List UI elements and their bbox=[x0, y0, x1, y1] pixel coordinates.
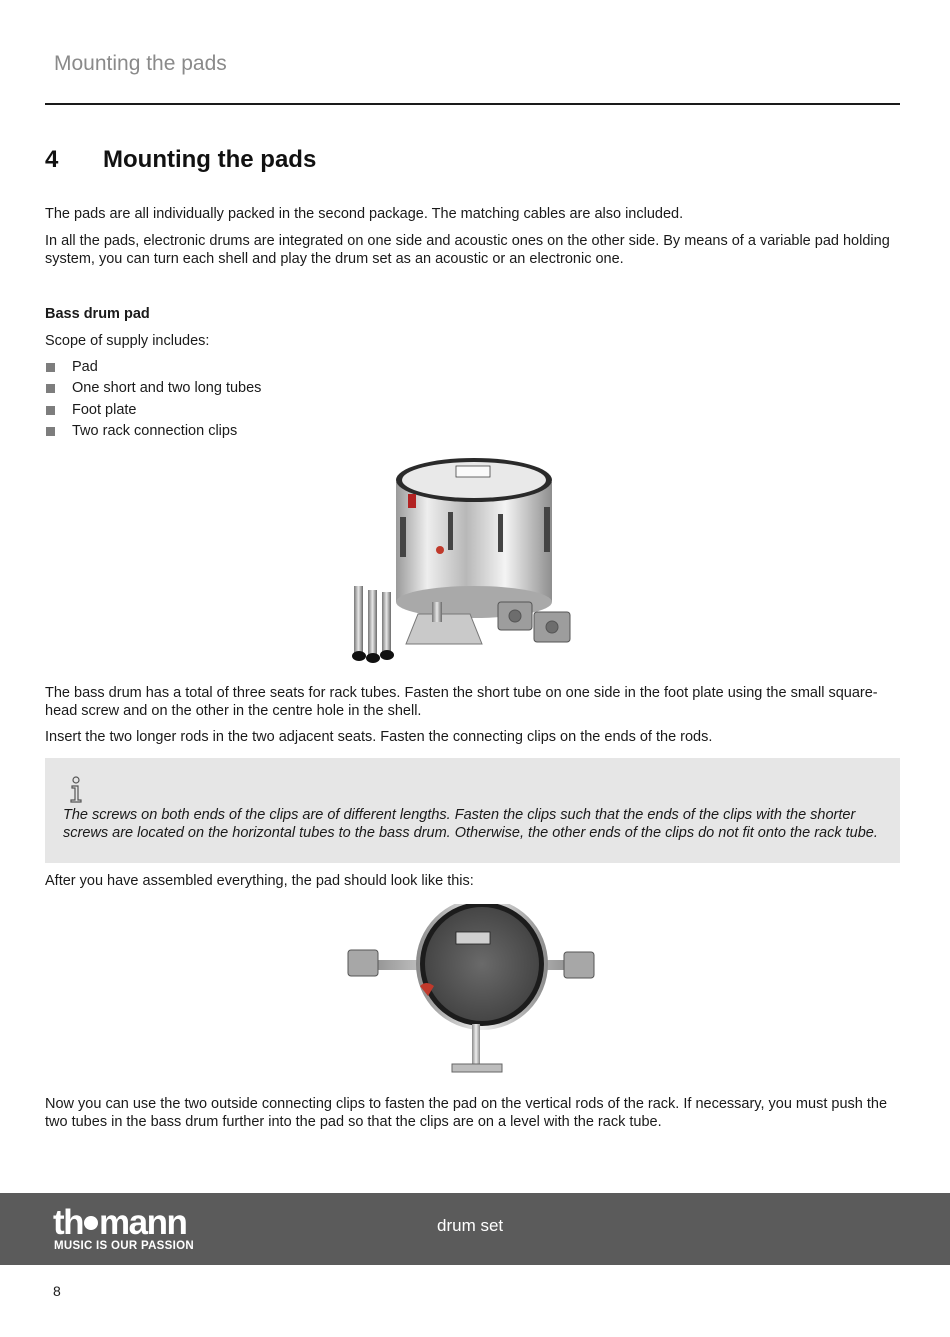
info-icon bbox=[67, 776, 85, 804]
thomann-logo: th mann bbox=[53, 1203, 187, 1242]
scope-label: Scope of supply includes: bbox=[45, 333, 210, 349]
info-note-box bbox=[45, 758, 900, 863]
list-item: Foot plate bbox=[45, 402, 261, 423]
bass-drum-parts-photo bbox=[348, 452, 588, 672]
bullet-square-icon bbox=[46, 384, 55, 393]
intro-paragraph-2: In all the pads, electronic drums are integrated on one side and acoustic ones on the other side. By means of a variable pad holding system, you can turn each shell and play the drum set as an acoustic or an electronic one. bbox=[45, 233, 890, 267]
assembled-pad-photo bbox=[344, 904, 598, 1084]
note-text: The screws on both ends of the clips are of different lengths. Fasten the clips such that the ends of the clips with the shorter screws are located on the horizontal tubes to the bass drum. Otherwise, the other ends of the clips do not fit onto the rack tube. bbox=[63, 807, 878, 841]
list-item: One short and two long tubes bbox=[45, 380, 261, 401]
bullet-square-icon bbox=[46, 406, 55, 415]
assembly-paragraph-1: The bass drum has a total of three seats for rack tubes. Fasten the short tube on one side in the foot plate using the small square-head screw and on the other in the centre hole in the shell. bbox=[45, 685, 878, 719]
page-number: 8 bbox=[53, 1283, 61, 1299]
header-rule bbox=[45, 103, 900, 105]
bullet-square-icon bbox=[46, 427, 55, 436]
list-item: Pad bbox=[45, 359, 261, 380]
running-header-title: Mounting the pads bbox=[54, 52, 227, 75]
logo-tagline: MUSIC IS OUR PASSION bbox=[54, 1240, 194, 1252]
bullet-square-icon bbox=[46, 363, 55, 372]
logo-dot-icon bbox=[84, 1216, 98, 1230]
chapter-heading bbox=[45, 146, 316, 174]
chapter-number: 4 bbox=[45, 146, 59, 173]
assembly-paragraph-2: Insert the two longer rods in the two adjacent seats. Fasten the connecting clips on the ends of the rods. bbox=[45, 729, 713, 745]
final-paragraph: Now you can use the two outside connecting clips to fasten the pad on the vertical rods of the rack. If necessary, you must push the two tubes in the bass drum further into the pad so that the clips are on a level with the rack tube. bbox=[45, 1096, 888, 1130]
section-heading: Bass drum pad bbox=[45, 306, 150, 322]
list-item: Two rack connection clips bbox=[45, 423, 261, 444]
footer-product-name: drum set bbox=[437, 1216, 504, 1235]
chapter-title: Mounting the pads bbox=[103, 146, 317, 173]
intro-paragraph-1: The pads are all individually packed in the second package. The matching cables are also included. bbox=[45, 206, 684, 222]
scope-list bbox=[45, 359, 261, 444]
assembled-intro: After you have assembled everything, the pad should look like this: bbox=[45, 873, 474, 889]
